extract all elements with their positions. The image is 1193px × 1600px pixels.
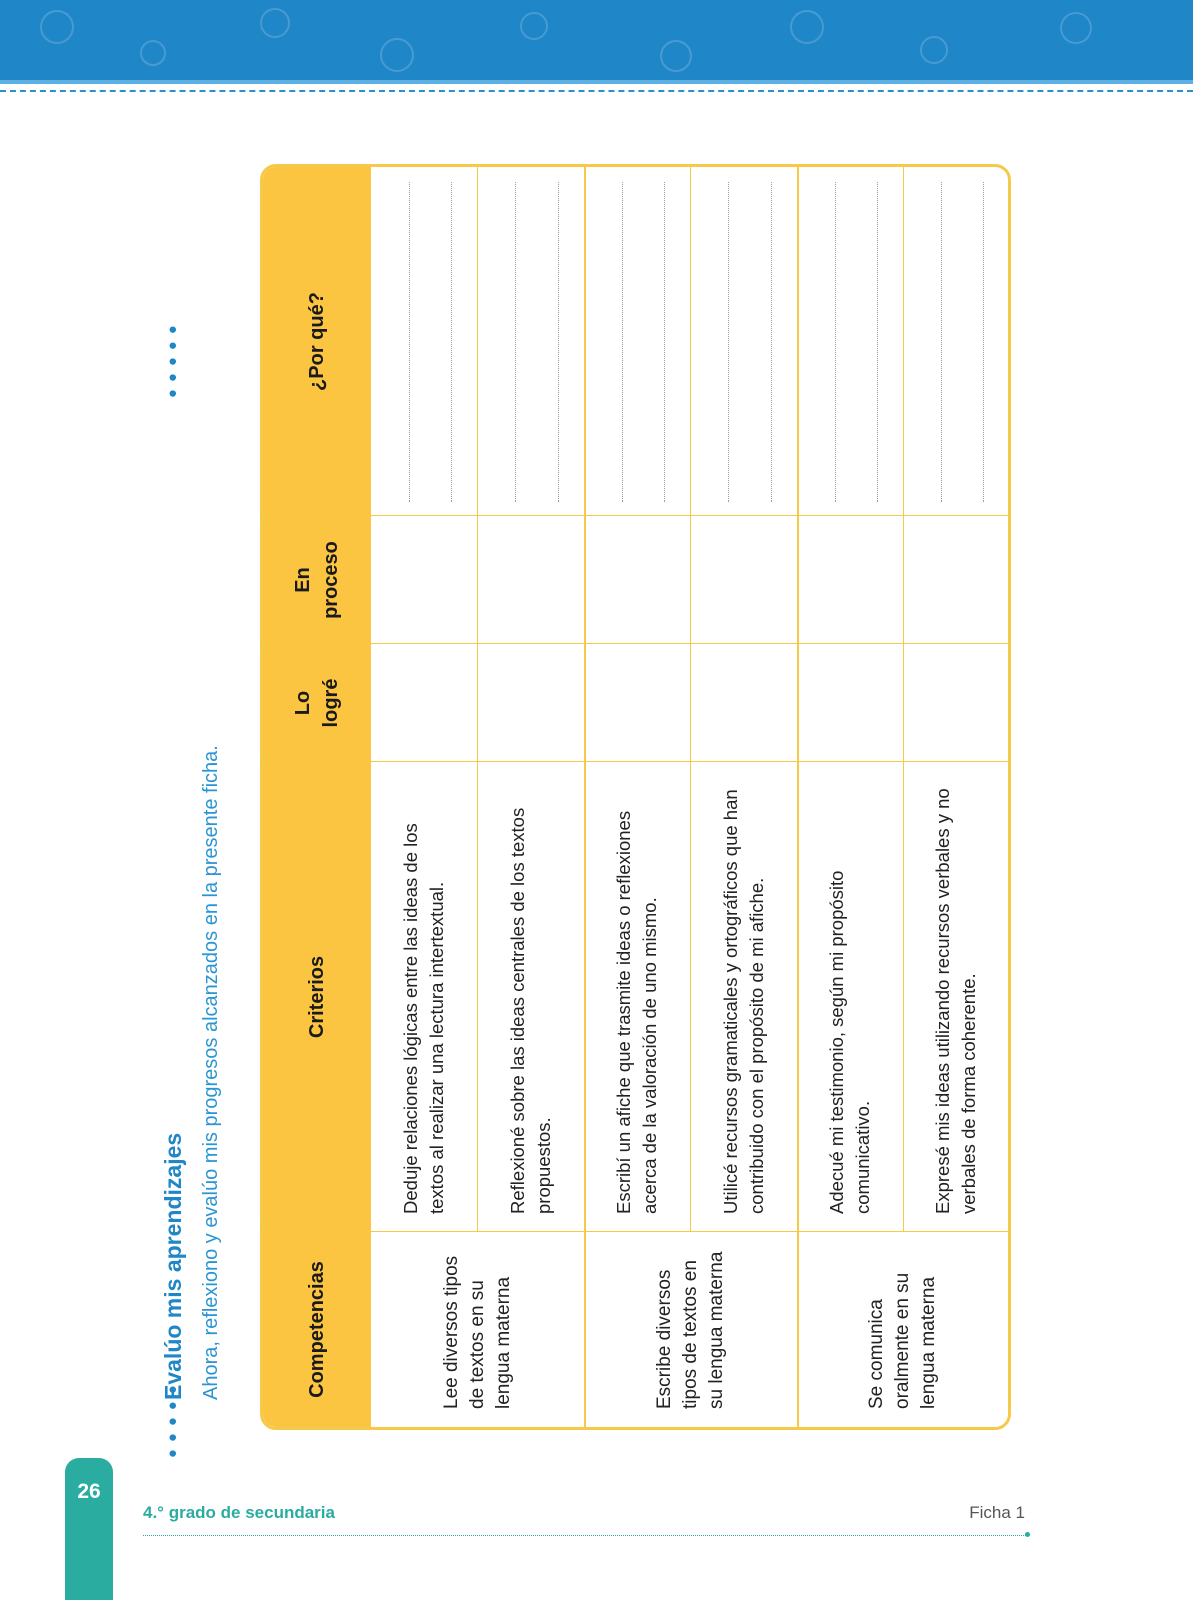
en-proceso-cell[interactable]: [477, 516, 584, 644]
answer-line[interactable]: [515, 182, 516, 502]
lo-logre-cell[interactable]: [371, 644, 477, 762]
answer-line[interactable]: [622, 182, 623, 502]
row-divider: [584, 167, 586, 1427]
row-divider: [477, 167, 478, 1232]
doodle-icon: [140, 40, 166, 66]
answer-line[interactable]: [664, 182, 665, 502]
en-proceso-cell[interactable]: [903, 516, 1008, 644]
footer-grade: 4.° grado de secundaria: [143, 1503, 335, 1522]
section-title: Evalúo mis aprendizajes: [160, 1132, 186, 1400]
criterio-cell: Escribí un afiche que trasmite ideas o reflexiones acerca de la valoración de uno mismo.: [613, 810, 660, 1214]
en-proceso-cell[interactable]: [690, 516, 797, 644]
evaluation-table: [260, 164, 1011, 1430]
column-divider: [263, 515, 1008, 516]
dots-decoration: •••••: [162, 1380, 187, 1460]
criterio-cell: Expresé mis ideas utilizando recursos verbales y no verbales de forma coherente.: [931, 788, 979, 1214]
column-divider: [263, 1231, 1008, 1232]
en-proceso-cell[interactable]: [797, 516, 903, 644]
en-proceso-cell[interactable]: [584, 516, 690, 644]
answer-line[interactable]: [409, 182, 410, 502]
answer-line[interactable]: [835, 182, 836, 502]
answer-line[interactable]: [728, 182, 729, 502]
criterio-cell: Utilicé recursos gramaticales y ortográficos que han contribuido con el propósito de mi afiche.: [719, 789, 767, 1214]
banner-stripe: [0, 80, 1193, 84]
header-lo-logre: Lo logré: [263, 644, 371, 762]
answer-line[interactable]: [983, 182, 984, 502]
doodle-icon: [380, 38, 414, 72]
answer-line[interactable]: [771, 182, 772, 502]
lo-logre-cell[interactable]: [797, 644, 903, 762]
competencia-cell: Lee diversos tipos de textos en su lengua materna: [440, 1255, 514, 1409]
header-competencias: Competencias: [263, 1232, 371, 1427]
header-por-que: ¿Por qué?: [263, 167, 371, 516]
doodle-icon: [790, 10, 824, 44]
footer-dot: [1025, 1532, 1030, 1537]
lo-logre-cell[interactable]: [477, 644, 584, 762]
criterio-cell: Reflexioné sobre las ideas centrales de los textos propuestos.: [506, 807, 554, 1214]
criterio-cell: Adecué mi testimonio, según mi propósito comunicativo.: [826, 870, 873, 1214]
answer-line[interactable]: [558, 182, 559, 502]
answer-line[interactable]: [451, 182, 452, 502]
page-number-tab: [65, 1458, 113, 1600]
header-en-proceso: En proceso: [263, 516, 371, 644]
criterio-cell: Deduje relaciones lógicas entre las ideas de los textos al realizar una lectura intertextual.: [400, 823, 447, 1214]
doodle-icon: [920, 36, 948, 64]
lo-logre-cell[interactable]: [690, 644, 797, 762]
banner-divider: [0, 90, 1193, 92]
competencia-cell: Escribe diversos tipos de textos en su lengua materna: [653, 1251, 727, 1409]
lo-logre-cell[interactable]: [584, 644, 690, 762]
doodle-icon: [660, 40, 692, 72]
header-criterios: Criterios: [263, 762, 371, 1232]
column-divider: [263, 643, 1008, 644]
section-intro: Ahora, reflexiono y evalúo mis progresos alcanzados en la presente ficha.: [200, 745, 222, 1400]
answer-line[interactable]: [941, 182, 942, 502]
top-banner: [0, 0, 1193, 80]
section-header: [160, 170, 190, 1460]
en-proceso-cell[interactable]: [371, 516, 477, 644]
doodle-icon: [40, 10, 74, 44]
doodle-icon: [520, 12, 548, 40]
page-number: 26: [77, 1480, 101, 1503]
row-divider: [903, 167, 904, 1232]
competencia-cell: Se comunica oralmente en su lengua materna: [865, 1272, 939, 1409]
footer-ficha: Ficha 1: [969, 1503, 1025, 1522]
footer-divider: [143, 1535, 1028, 1536]
lo-logre-cell[interactable]: [903, 644, 1008, 762]
row-divider: [690, 167, 691, 1232]
column-divider: [263, 761, 1008, 762]
evaluation-section: [150, 170, 1030, 1460]
doodle-icon: [1060, 12, 1092, 44]
dots-decoration: •••••: [162, 320, 187, 400]
row-divider: [797, 167, 799, 1427]
doodle-icon: [260, 8, 290, 38]
answer-line[interactable]: [877, 182, 878, 502]
